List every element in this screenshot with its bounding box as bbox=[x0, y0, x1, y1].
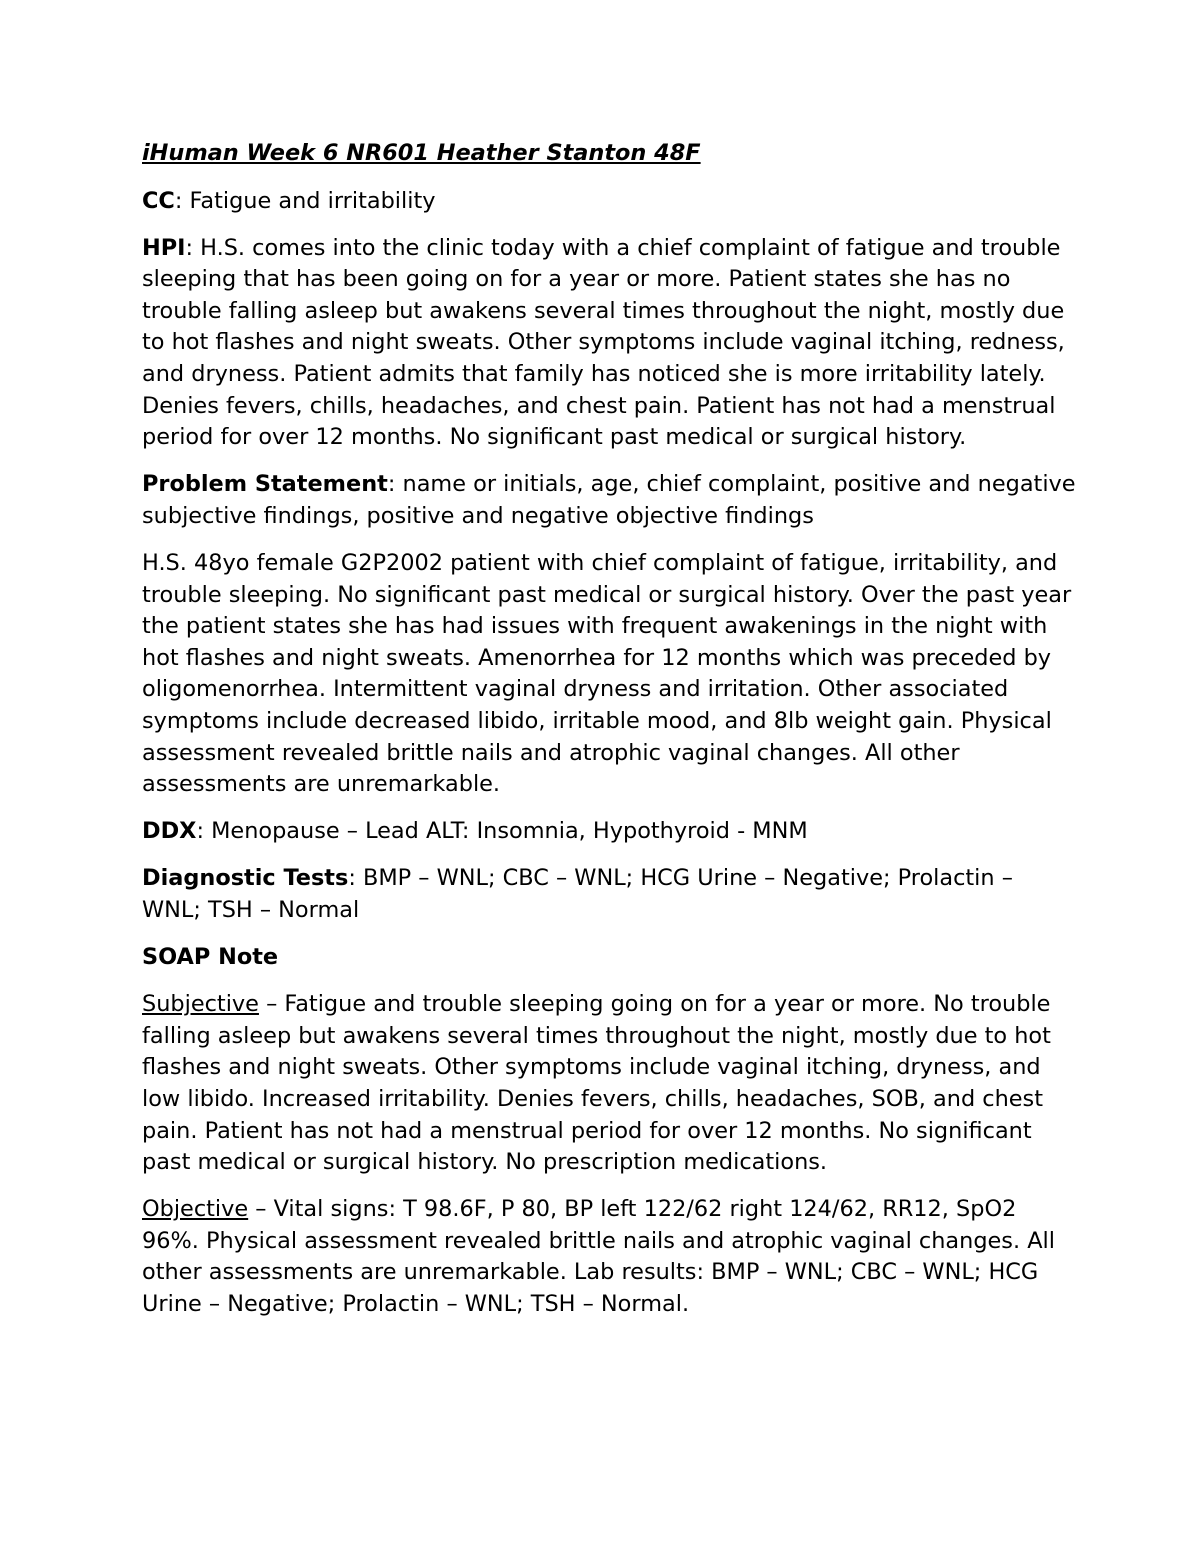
subjective-label: Subjective bbox=[142, 991, 259, 1018]
subjective-paragraph bbox=[142, 989, 1077, 1179]
objective-label: Objective bbox=[142, 1196, 249, 1223]
ddx-paragraph bbox=[142, 816, 1077, 848]
problem-statement-label: Problem Statement bbox=[142, 471, 388, 498]
problem-statement-text: : name or initials, age, chief complaint, positive and negative subjective findings, positive and negative objective findings bbox=[142, 471, 1076, 529]
subjective-text: – Fatigue and trouble sleeping going on for a year or more. No trouble falling asleep but awakens several times throughout the night, mostly due to hot flashes and night sweats. Other symptoms include vaginal itching, dryness, and low libido. Increased irritability. Denies fevers, chills, headaches, SOB, and chest pain. Patient has not had a menstrual period for over 12 months. No significant past medical or surgical history. No prescription medications. bbox=[142, 991, 1051, 1176]
problem-statement-body: H.S. 48yo female G2P2002 patient with chief complaint of fatigue, irritability, and trouble sleeping. No significant past medical or surgical history. Over the past year the patient states she has had issues with frequent awakenings in the night with hot flashes and night sweats. Amenorrhea for 12 months which was preceded by oligomenorrhea. Intermittent vaginal dryness and irritation. Other associated symptoms include decreased libido, irritable mood, and 8lb weight gain. Physical assessment revealed brittle nails and atrophic vaginal changes. All other assessments are unremarkable. bbox=[142, 550, 1072, 798]
hpi-label: HPI bbox=[142, 234, 186, 261]
diagnostic-tests-label: Diagnostic Tests bbox=[142, 865, 349, 892]
soap-note-heading: SOAP Note bbox=[142, 944, 279, 971]
chief-complaint-paragraph bbox=[142, 186, 1077, 218]
ddx-text: : Menopause – Lead ALT: Insomnia, Hypothyroid - MNM bbox=[196, 818, 808, 845]
document-page bbox=[142, 138, 1077, 1336]
diagnostic-tests-paragraph bbox=[142, 863, 1077, 926]
chief-complaint-label: CC bbox=[142, 187, 175, 214]
hpi-text: : H.S. comes into the clinic today with a chief complaint of fatigue and trouble sleeping that has been going on for a year or more. Patient states she has no trouble falling asleep but awakens several times throughout the night, mostly due to hot flashes and night sweats. Other symptoms include vaginal itching, redness, and dryness. Patient admits that family has noticed she is more irritability lately. Denies fevers, chills, headaches, and chest pain. Patient has not had a menstrual period for over 12 months. No significant past medical or surgical history. bbox=[142, 234, 1065, 451]
problem-statement-paragraph bbox=[142, 469, 1077, 532]
diagnostic-tests-text: : BMP – WNL; CBC – WNL; HCG Urine – Negative; Prolactin – WNL; TSH – Normal bbox=[142, 865, 1013, 923]
document-title: iHuman Week 6 NR601 Heather Stanton 48F bbox=[142, 140, 701, 166]
hpi-paragraph bbox=[142, 233, 1077, 454]
ddx-label: DDX bbox=[142, 818, 197, 845]
objective-text: – Vital signs: T 98.6F, P 80, BP left 122/62 right 124/62, RR12, SpO2 96%. Physical assessment revealed brittle nails and atrophic vaginal changes. All other assessments are unremarkable. Lab results: BMP – WNL; CBC – WNL; HCG Urine – Negative; Prolactin – WNL; TSH – Normal. bbox=[142, 1196, 1055, 1317]
objective-paragraph bbox=[142, 1194, 1077, 1320]
chief-complaint-text: : Fatigue and irritability bbox=[174, 187, 436, 214]
